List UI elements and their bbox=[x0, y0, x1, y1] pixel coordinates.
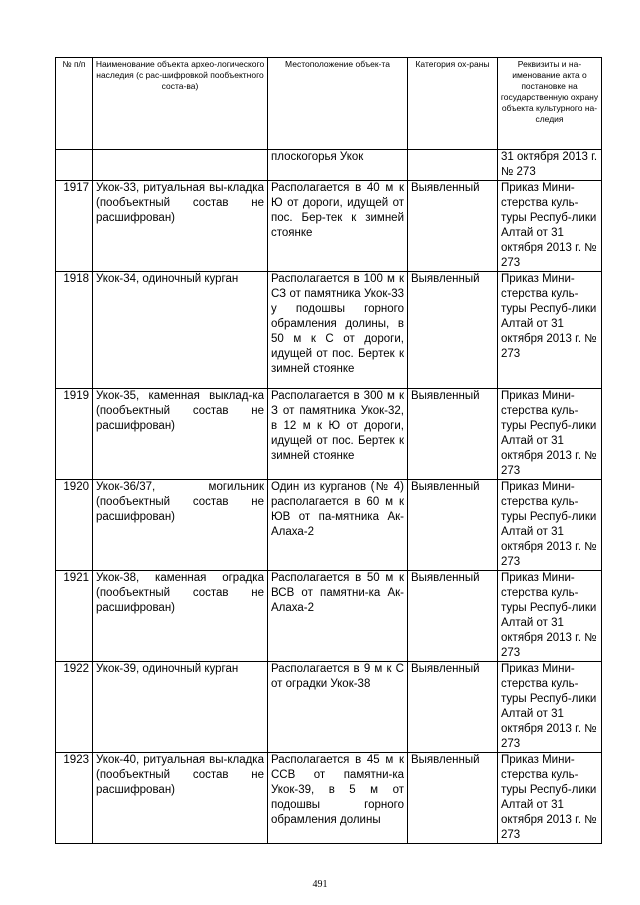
table-row bbox=[56, 480, 602, 571]
cell-act: Приказ Мини-стерства куль-туры Респуб-лики Алтай от 31 октября 2013 г. № 273 bbox=[498, 389, 602, 480]
cell-category: Выявленный bbox=[408, 662, 498, 753]
cell-act: 31 октября 2013 г. № 273 bbox=[498, 150, 602, 181]
cell-number: 1919 bbox=[56, 389, 93, 480]
cell-act: Приказ Мини-стерства куль-туры Респуб-лики Алтай от 31 октября 2013 г. № 273 bbox=[498, 272, 602, 389]
cell-object-name: Укок-36/37, могильник (пообъектный состав не расшифрован) bbox=[93, 480, 268, 571]
cell-location: Располагается в 40 м к Ю от дороги, идущей от пос. Бер-тек к зимней стоянке bbox=[268, 181, 408, 272]
cell-number: 1917 bbox=[56, 181, 93, 272]
cell-number bbox=[56, 150, 93, 181]
cell-act: Приказ Мини-стерства куль-туры Респуб-лики Алтай от 31 октября 2013 г. № 273 bbox=[498, 662, 602, 753]
cell-category: Выявленный bbox=[408, 571, 498, 662]
table-row bbox=[56, 753, 602, 844]
cell-object-name: Укок-38, каменная оградка (пообъектный состав не расшифрован) bbox=[93, 571, 268, 662]
cell-object-name: Укок-40, ритуальная вы-кладка (пообъектный состав не расшифрован) bbox=[93, 753, 268, 844]
header-number: № п/п bbox=[56, 58, 93, 150]
cell-location: плоскогорья Укок bbox=[268, 150, 408, 181]
cell-object-name: Укок-35, каменная выклад-ка (пообъектный состав не расшифрован) bbox=[93, 389, 268, 480]
cell-act: Приказ Мини-стерства куль-туры Респуб-лики Алтай от 31 октября 2013 г. № 273 bbox=[498, 753, 602, 844]
cell-category bbox=[408, 150, 498, 181]
table-header-row bbox=[56, 58, 602, 150]
cell-location: Располагается в 9 м к С от оградки Укок-38 bbox=[268, 662, 408, 753]
table-row bbox=[56, 389, 602, 480]
table-row bbox=[56, 571, 602, 662]
cell-object-name bbox=[93, 150, 268, 181]
cell-object-name: Укок-33, ритуальная вы-кладка (пообъектный состав не расшифрован) bbox=[93, 181, 268, 272]
cell-act: Приказ Мини-стерства куль-туры Респуб-лики Алтай от 31 октября 2013 г. № 273 bbox=[498, 181, 602, 272]
cell-location: Располагается в 50 м к ВСВ от памятни-ка Ак-Алаха-2 bbox=[268, 571, 408, 662]
table-row bbox=[56, 662, 602, 753]
cell-number: 1923 bbox=[56, 753, 93, 844]
header-location: Местоположение объек-та bbox=[268, 58, 408, 150]
cell-location: Располагается в 300 м к З от памятника Укок-32, в 12 м к Ю от дороги, идущей от пос. Бертек к зимней стоянке bbox=[268, 389, 408, 480]
cell-object-name: Укок-34, одиночный курган bbox=[93, 272, 268, 389]
cell-number: 1918 bbox=[56, 272, 93, 389]
cell-object-name: Укок-39, одиночный курган bbox=[93, 662, 268, 753]
cell-location: Располагается в 100 м к СЗ от памятника Укок-33 у подошвы горного обрамления долины, в 50 м к С от дороги, идущей от пос. Бертек к зимней стоянке bbox=[268, 272, 408, 389]
cell-category: Выявленный bbox=[408, 480, 498, 571]
table-row bbox=[56, 181, 602, 272]
header-act-details: Реквизиты и на-именование акта о постановке на государственную охрану объекта культурного на-следия bbox=[498, 58, 602, 150]
cell-number: 1920 bbox=[56, 480, 93, 571]
continuation-row bbox=[56, 150, 602, 181]
cell-category: Выявленный bbox=[408, 389, 498, 480]
cell-act: Приказ Мини-стерства куль-туры Респуб-лики Алтай от 31 октября 2013 г. № 273 bbox=[498, 571, 602, 662]
cell-category: Выявленный bbox=[408, 181, 498, 272]
cell-number: 1922 bbox=[56, 662, 93, 753]
table-row bbox=[56, 272, 602, 389]
page-number: 491 bbox=[312, 879, 328, 890]
heritage-register-table bbox=[55, 57, 602, 844]
cell-location: Один из курганов (№ 4) располагается в 60 м к ЮВ от па-мятника Ак-Алаха-2 bbox=[268, 480, 408, 571]
cell-number: 1921 bbox=[56, 571, 93, 662]
cell-location: Располагается в 45 м к ССВ от памятни-ка Укок-39, в 5 м от подошвы горного обрамления долины bbox=[268, 753, 408, 844]
cell-category: Выявленный bbox=[408, 753, 498, 844]
header-category: Категория ох-раны bbox=[408, 58, 498, 150]
header-object-name: Наименование объекта архео-логического наследия (с рас-шифровкой пообъектного соста-ва) bbox=[93, 58, 268, 150]
cell-act: Приказ Мини-стерства куль-туры Респуб-лики Алтай от 31 октября 2013 г. № 273 bbox=[498, 480, 602, 571]
cell-category: Выявленный bbox=[408, 272, 498, 389]
